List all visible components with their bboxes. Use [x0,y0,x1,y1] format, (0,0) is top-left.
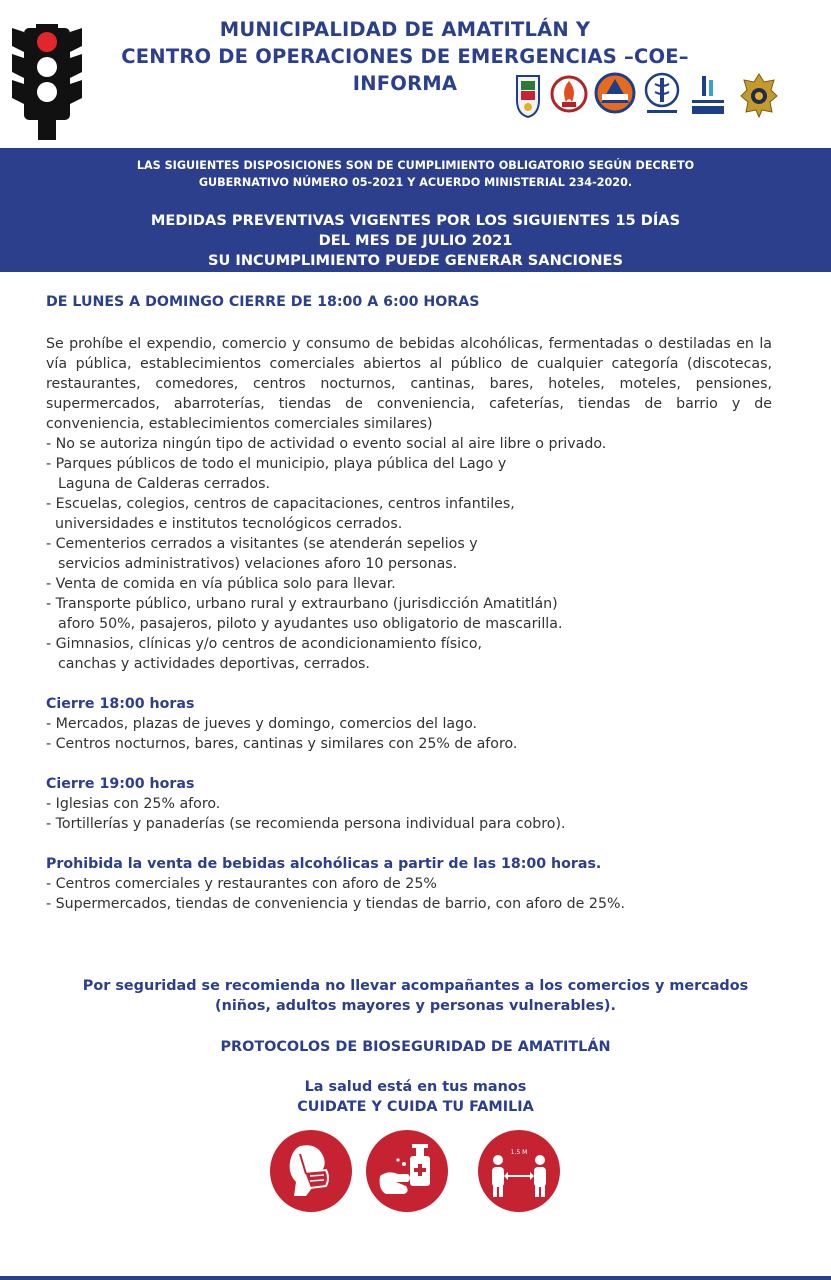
recommendation-line-1: Por seguridad se recomienda no llevar acompañantes a los comercios y mercados [82,978,749,994]
alcohol-prohibition-paragraph: Se prohíbe el expendio, comercio y consumo de bebidas alcohólicas, fermentadas o destiladas en la vía pública, establecimientos comerciales abiertos al público de cualquier categoría (discotecas, restaurantes, comedores, centros nocturnos, cantinas, bares, hoteles, moteles, pensiones, supermercados, abarroterías, tiendas de conveniencia, cafeterías, tiendas de barrio y de conveniencia, establecimientos comerciales similares) [46,336,772,432]
close-19-heading: Cierre 19:00 horas [46,776,195,792]
slogan-line-1: La salud está en tus manos [304,1079,527,1095]
bottom-rule [0,1276,831,1280]
recommendation-text [0,976,831,1016]
list-item: - Parques públicos de todo el municipio, playa pública del Lago y [46,456,507,472]
biosafety-icons [270,1130,560,1214]
recommendation-line-2: (niños, adultos mayores y personas vulnerables). [215,998,616,1014]
title-line-3: INFORMA [352,72,458,95]
hand-sanitizer-icon [366,1130,448,1212]
face-mask-icon [270,1130,352,1212]
measures-text [40,211,791,271]
list-item: - Iglesias con 25% aforo. [46,796,221,812]
list-item: - Tortillerías y panaderías (se recomienda persona individual para cobro). [46,816,566,832]
traffic-light-icon [10,22,82,140]
measures-content [46,292,772,914]
list-item-continuation: universidades e institutos tecnológicos cerrados. [55,516,403,532]
slogan [0,1077,831,1117]
list-item: - Gimnasios, clínicas y/o centros de acondicionamiento físico, [46,636,483,652]
guatemala-government-logo-icon [688,72,728,116]
social-distance-icon [478,1130,560,1212]
list-item-continuation: servicios administrativos) velaciones aforo 10 personas. [58,556,458,572]
list-item: - Venta de comida en vía pública solo para llevar. [46,576,396,592]
title-line-1: MUNICIPALIDAD DE AMATITLÁN Y [219,18,591,41]
list-item: - Cementerios cerrados a visitantes (se atenderán sepelios y [46,536,478,552]
municipal-crest-icon [514,72,542,118]
list-item: - Centros comerciales y restaurantes con aforo de 25% [46,876,437,892]
measures-line-3: SU INCUMPLIMIENTO PUEDE GENERAR SANCIONES [207,252,624,269]
decree-line-1: LAS SIGUIENTES DISPOSICIONES SON DE CUMPLIMIENTO OBLIGATORIO SEGÚN DECRETO [136,159,695,172]
title-line-2: CENTRO DE OPERACIONES DE EMERGENCIAS –COE– [121,45,689,68]
list-item: - Supermercados, tiendas de conveniencia y tiendas de barrio, con aforo de 25%. [46,896,625,912]
list-item: - Transporte público, urbano rural y extraurbano (jurisdicción Amatitlán) [46,596,558,612]
conred-logo-icon [594,72,636,114]
close-18-heading: Cierre 18:00 horas [46,696,195,712]
measures-line-2: DEL MES DE JULIO 2021 [318,232,513,249]
list-item-continuation: Laguna de Calderas cerrados. [58,476,270,492]
firefighters-logo-icon [550,72,588,118]
protocols-heading: PROTOCOLOS DE BIOSEGURIDAD DE AMATITLÁN [220,1039,611,1055]
decree-banner [0,148,831,272]
list-item: - Centros nocturnos, bares, cantinas y similares con 25% de aforo. [46,736,518,752]
decree-line-2: GUBERNATIVO NÚMERO 05-2021 Y ACUERDO MINISTERIAL 234-2020. [198,176,633,189]
list-item-continuation: aforo 50%, pasajeros, piloto y ayudantes uso obligatorio de mascarilla. [58,616,563,632]
health-ministry-logo-icon [642,72,682,116]
list-item: - No se autoriza ningún tipo de actividad o evento social al aire libre o privado. [46,436,607,452]
curfew-heading: DE LUNES A DOMINGO CIERRE DE 18:00 A 6:00 HORAS [46,294,480,310]
header [0,0,831,148]
list-item: - Mercados, plazas de jueves y domingo, comercios del lago. [46,716,478,732]
police-badge-icon [740,72,778,118]
list-item-continuation: canchas y actividades deportivas, cerrados. [58,656,370,672]
slogan-line-2: CUIDATE Y CUIDA TU FAMILIA [297,1099,534,1115]
list-item: - Escuelas, colegios, centros de capacitaciones, centros infantiles, [46,496,515,512]
institution-logos [514,72,784,122]
measures-line-1: MEDIDAS PREVENTIVAS VIGENTES POR LOS SIGUIENTES 15 DÍAS [150,212,681,229]
decree-text [40,157,791,191]
distance-label: 1.5 M [510,1149,528,1156]
alcohol-sale-heading: Prohibida la venta de bebidas alcohólicas a partir de las 18:00 horas. [46,856,602,872]
